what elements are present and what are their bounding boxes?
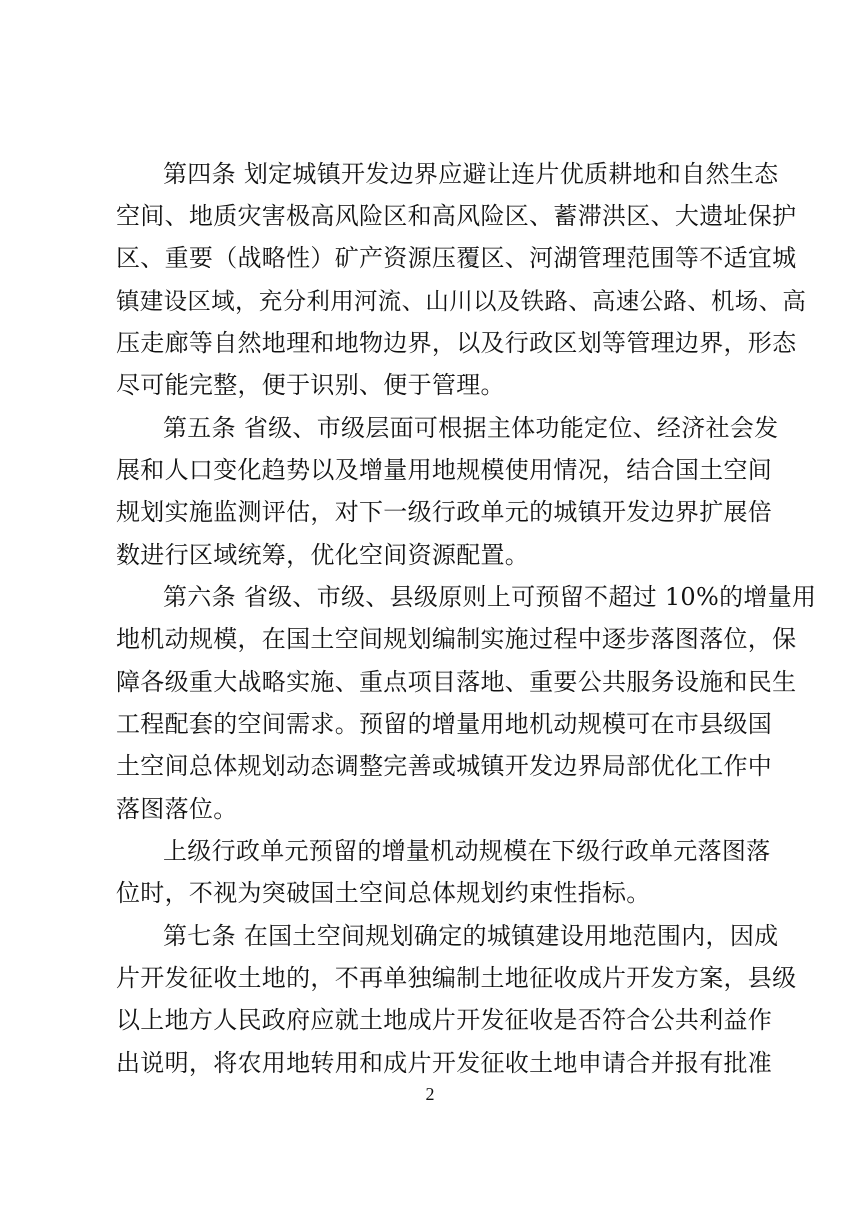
text-line: 位时，不视为突破国土空间总体规划约束性指标。 bbox=[116, 879, 651, 907]
text-line: 规划实施监测评估，对下一级行政单元的城镇开发边界扩展倍 bbox=[116, 498, 773, 526]
text-line: 地机动规模，在国土空间规划编制实施过程中逐步落图落位，保 bbox=[116, 625, 797, 653]
text-line: 落图落位。 bbox=[116, 795, 238, 823]
text-line: 土空间总体规划动态调整完善或城镇开发边界局部优化工作中 bbox=[116, 752, 773, 780]
text-line: 出说明，将农用地转用和成片开发征收土地申请合并报有批准 bbox=[116, 1049, 773, 1077]
text-line: 数进行区域统筹，优化空间资源配置。 bbox=[116, 541, 530, 569]
text-line: 工程配套的空间需求。预留的增量用地机动规模可在市县级国 bbox=[116, 710, 773, 738]
text-line: 上级行政单元预留的增量机动规模在下级行政单元落图落 bbox=[163, 837, 771, 865]
text-line: 以上地方人民政府应就土地成片开发征收是否符合公共利益作 bbox=[116, 1006, 773, 1034]
text-line: 区、重要（战略性）矿产资源压覆区、河湖管理范围等不适宜城 bbox=[116, 244, 797, 272]
text-line: 尽可能完整，便于识别、便于管理。 bbox=[116, 371, 505, 399]
text-line: 第四条 划定城镇开发边界应避让连片优质耕地和自然生态 bbox=[163, 160, 779, 188]
page-number: 2 bbox=[425, 1084, 435, 1104]
text-line: 空间、地质灾害极高风险区和高风险区、蓄滞洪区、大遗址保护 bbox=[116, 202, 797, 230]
text-line: 展和人口变化趋势以及增量用地规模使用情况，结合国土空间 bbox=[116, 456, 773, 484]
text-line: 第五条 省级、市级层面可根据主体功能定位、经济社会发 bbox=[163, 414, 779, 442]
text-line: 第六条 省级、市级、县级原则上可预留不超过 10%的增量用 bbox=[163, 583, 817, 611]
text-line: 第七条 在国土空间规划确定的城镇建设用地范围内，因成 bbox=[163, 922, 779, 950]
text-line: 压走廊等自然地理和地物边界，以及行政区划等管理边界，形态 bbox=[116, 329, 797, 357]
text-line: 障各级重大战略实施、重点项目落地、重要公共服务设施和民生 bbox=[116, 668, 797, 696]
text-line: 镇建设区域，充分利用河流、山川以及铁路、高速公路、机场、高 bbox=[116, 287, 807, 315]
text-line: 片开发征收土地的，不再单独编制土地征收成片开发方案，县级 bbox=[116, 964, 797, 992]
